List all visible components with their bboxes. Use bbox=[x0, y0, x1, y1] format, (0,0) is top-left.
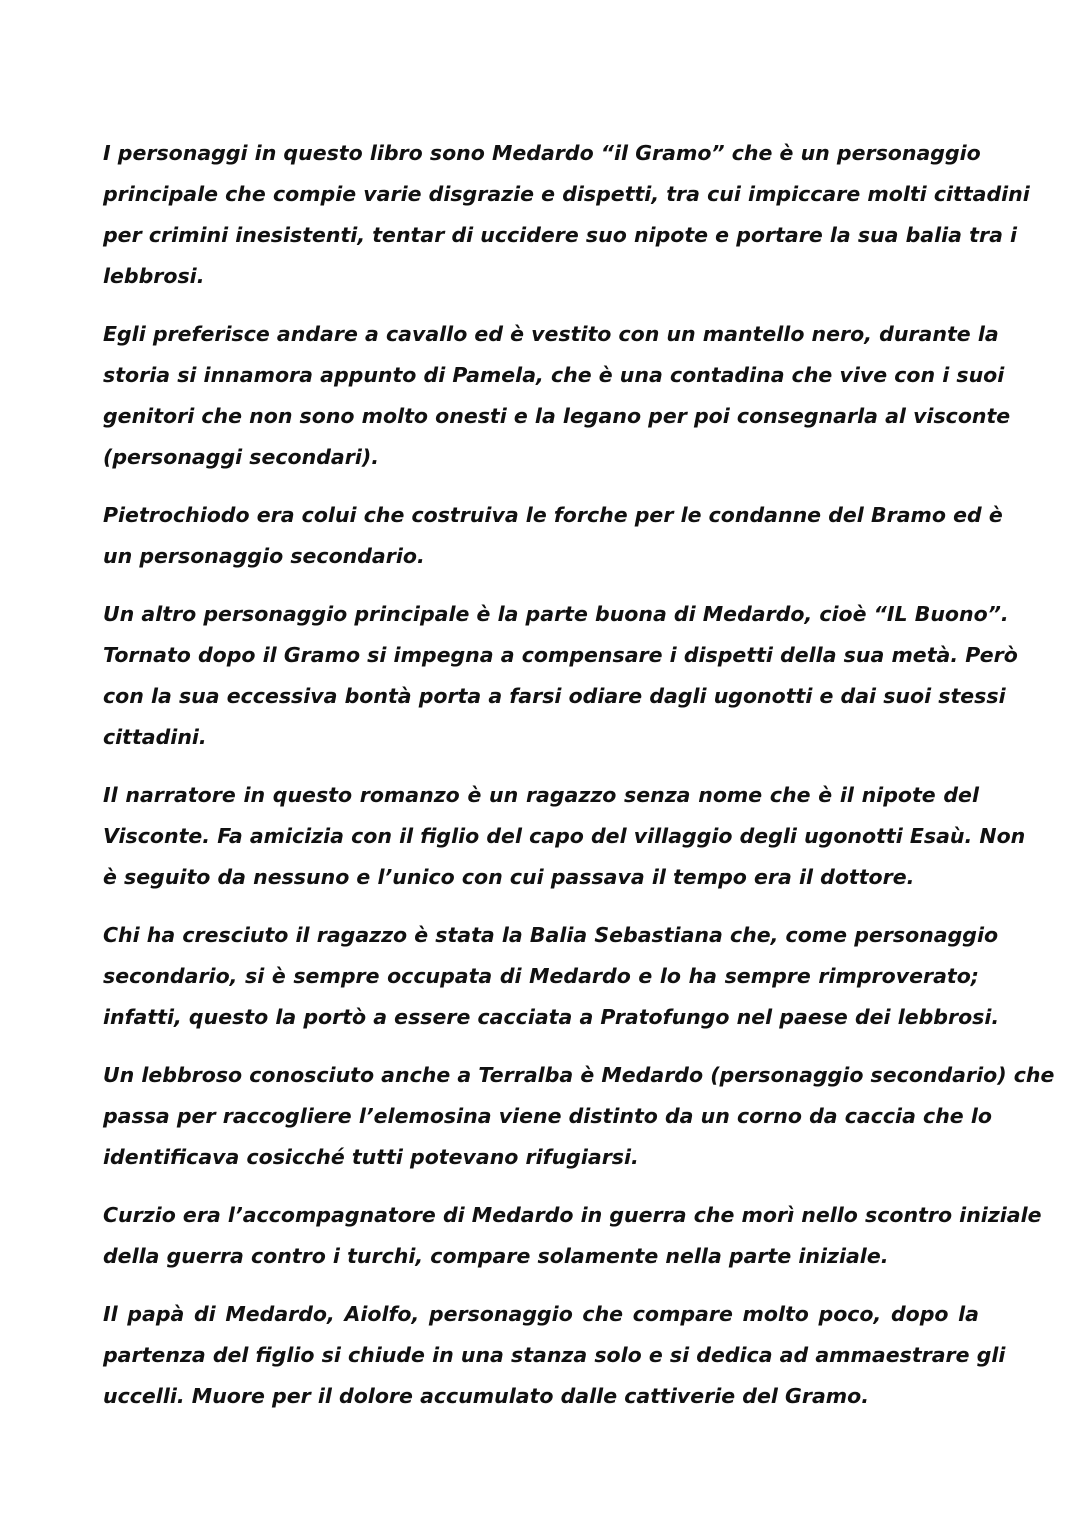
text-line: Egli preferisce andare a cavallo ed è vestito con un mantello nero, durante la bbox=[103, 322, 999, 346]
paragraph bbox=[103, 1294, 1006, 1417]
text-line: uccelli. Muore per il dolore accumulato dalle cattiverie del Gramo. bbox=[103, 1384, 870, 1408]
text-line: Il narratore in questo romanzo è un ragazzo senza nome che è il nipote del bbox=[103, 783, 979, 807]
text-line: identificava cosicché tutti potevano rifugiarsi. bbox=[103, 1145, 639, 1169]
paragraph bbox=[103, 915, 1000, 1038]
paragraph bbox=[103, 133, 1030, 297]
text-line: lebbrosi. bbox=[103, 264, 205, 288]
text-line: cittadini. bbox=[103, 725, 207, 749]
text-line: è seguito da nessuno e l’unico con cui passava il tempo era il dottore. bbox=[103, 865, 915, 889]
text-line: della guerra contro i turchi, compare solamente nella parte iniziale. bbox=[103, 1244, 889, 1268]
text-line: Pietrochiodo era colui che costruiva le forche per le condanne del Bramo ed è bbox=[103, 503, 1003, 527]
text-line: I personaggi in questo libro sono Medardo “il Gramo” che è un personaggio bbox=[103, 141, 981, 165]
text-line: storia si innamora appunto di Pamela, che è una contadina che vive con i suoi bbox=[103, 363, 1005, 387]
text-line: partenza del figlio si chiude in una stanza solo e si dedica ad ammaestrare gli bbox=[103, 1343, 1006, 1367]
text-line: Un altro personaggio principale è la parte buona di Medardo, cioè “IL Buono”. bbox=[103, 602, 1009, 626]
text-line: (personaggi secondari). bbox=[103, 445, 380, 469]
paragraph bbox=[103, 594, 1018, 758]
text-line: un personaggio secondario. bbox=[103, 544, 425, 568]
text-line: Chi ha cresciuto il ragazzo è stata la Balia Sebastiana che, come personaggio bbox=[103, 923, 999, 947]
paragraph bbox=[103, 495, 1003, 577]
text-line: Un lebbroso conosciuto anche a Terralba è Medardo (personaggio secondario) che bbox=[103, 1063, 1055, 1087]
paragraph bbox=[103, 1195, 1042, 1277]
text-line: principale che compie varie disgrazie e dispetti, tra cui impiccare molti cittadini bbox=[103, 182, 1030, 206]
text-line: per crimini inesistenti, tentar di uccidere suo nipote e portare la sua balia tra i bbox=[103, 223, 1018, 247]
text-line: passa per raccogliere l’elemosina viene distinto da un corno da caccia che lo bbox=[103, 1104, 992, 1128]
text-line: genitori che non sono molto onesti e la legano per poi consegnarla al visconte bbox=[103, 404, 1011, 428]
paragraph bbox=[103, 1055, 1055, 1178]
text-line: Visconte. Fa amicizia con il figlio del capo del villaggio degli ugonotti Esaù. Non bbox=[103, 824, 1026, 848]
text-line: secondario, si è sempre occupata di Medardo e lo ha sempre rimproverato; bbox=[103, 964, 979, 988]
text-line: Tornato dopo il Gramo si impegna a compensare i dispetti della sua metà. Però bbox=[103, 643, 1018, 667]
text-line: con la sua eccessiva bontà porta a farsi odiare dagli ugonotti e dai suoi stessi bbox=[103, 684, 1006, 708]
text-line: Il papà di Medardo, Aiolfo, personaggio che compare molto poco, dopo la bbox=[103, 1302, 979, 1326]
paragraph bbox=[103, 775, 1026, 898]
paragraph bbox=[103, 314, 1011, 478]
document-page bbox=[103, 133, 1055, 1434]
text-line: Curzio era l’accompagnatore di Medardo in guerra che morì nello scontro iniziale bbox=[103, 1203, 1042, 1227]
text-line: infatti, questo la portò a essere cacciata a Pratofungo nel paese dei lebbrosi. bbox=[103, 1005, 1000, 1029]
